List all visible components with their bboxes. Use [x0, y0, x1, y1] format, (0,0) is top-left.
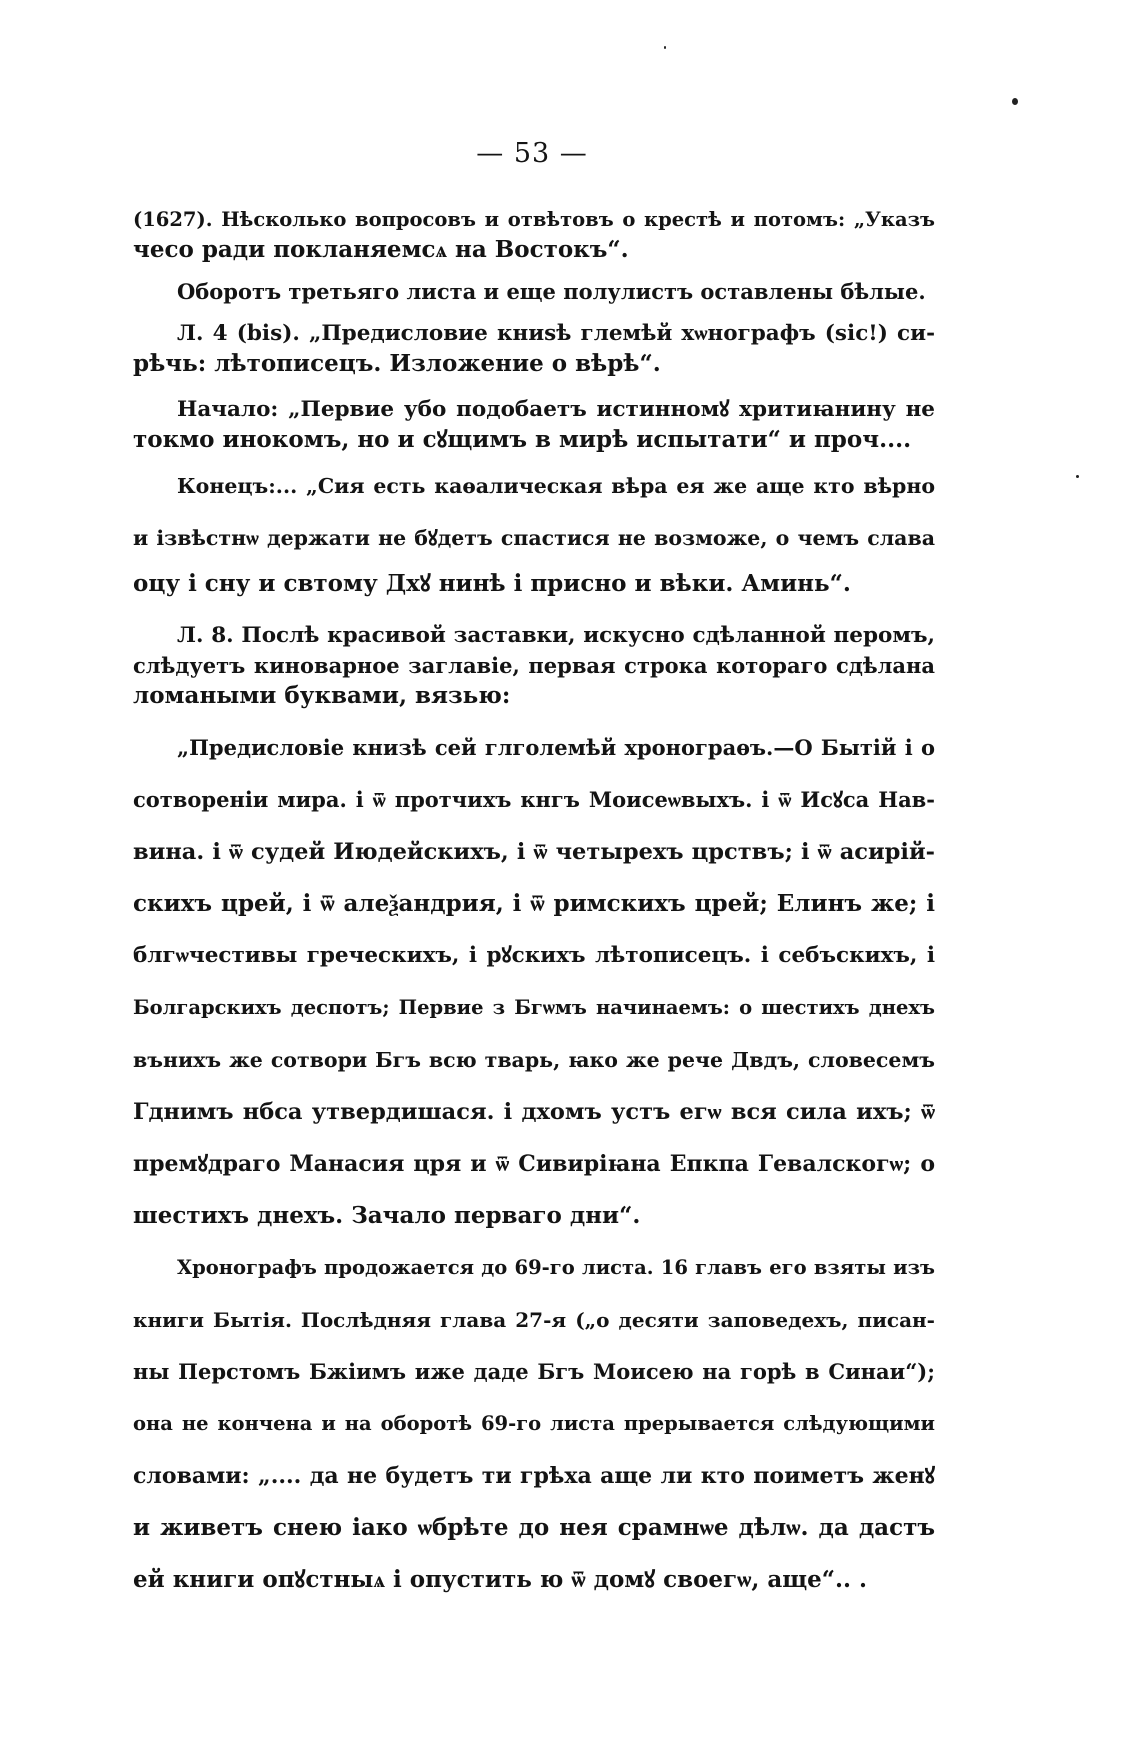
- text-line: Гднимъ нбса утвердишася. і дхомъ устъ егѡ вся сила ихъ; ѿ: [133, 1099, 935, 1125]
- text-line: „Предисловіе книзѣ сей глголемѣй хронограѳъ.—О Бытій і о: [177, 735, 935, 760]
- text-line: ломаными буквами, вязью:: [133, 682, 511, 709]
- text-line: ны Перстомъ Бжіимъ иже даде Бгъ Моисею на горѣ в Синаи“);: [133, 1359, 935, 1384]
- text-line: сотвореніи мира. і ѿ протчихъ кнгъ Моисеѡвыхъ. і ѿ Исꙋса Нав-: [133, 787, 935, 812]
- text-line: книги Бытія. Послѣдняя глава 27-я („о десяти заповедехъ, писан-: [133, 1308, 935, 1332]
- text-line: и живетъ снею іако ѡбрѣте до нея срамнѡе дѣлѡ. да дастъ: [133, 1514, 935, 1541]
- text-line: (1627). Нѣсколько вопросовъ и отвѣтовъ о крестѣ и потомъ: „Указъ: [133, 208, 935, 231]
- text-line: вина. і ѿ судей Июдейскихъ, і ѿ четырехъ црствъ; і ѿ асирій-: [133, 839, 935, 865]
- text-line: скихъ црей, і ѿ алеѯандрия, і ѿ римскихъ црей; Елинъ же; і: [133, 890, 935, 917]
- ink-speck: [1076, 475, 1079, 478]
- text-line: она не кончена и на оборотѣ 69-го листа прерывается слѣдующими: [133, 1412, 935, 1435]
- body-text: [133, 205, 935, 1595]
- text-line: и ізвѣстнѡ держати не бꙋдетъ спастися не возможе, о чемъ слава: [133, 526, 935, 550]
- text-line: оцу і сну и свтому Дхꙋ нинѣ і присно и вѣки. Аминь“.: [133, 570, 851, 597]
- ink-speck: [1012, 98, 1018, 105]
- text-line: Болгарскихъ деспотъ; Первие з Бгѡмъ начинаемъ: о шестихъ днехъ: [133, 996, 935, 1019]
- text-line: вънихъ же сотвори Бгъ всю тварь, ꙗко же рече Двдъ, словесемъ: [133, 1048, 935, 1072]
- text-line: чесо ради покланяемсѧ на Востокъ“.: [133, 236, 629, 263]
- text-line: ей книги опꙋстныѧ і опустить ю ѿ домꙋ своегѡ, аще“.. .: [133, 1566, 868, 1593]
- text-line: Оборотъ третьяго листа и еще полулистъ оставлены бѣлые.: [177, 279, 926, 304]
- text-line: Л. 4 (bis). „Предисловие книѕѣ глемѣй хѡнографъ (sic!) си-: [177, 321, 935, 346]
- text-line: токмо инокомъ, но и сꙋщимъ в мирѣ испытати“ и проч....: [133, 426, 912, 453]
- text-line: премꙋдраго Манасия цря и ѿ Сивиріꙗна Епкпа Гевалскогѡ; о: [133, 1151, 935, 1177]
- ink-speck: [664, 46, 666, 49]
- text-line: Конецъ:... „Сия есть каѳалическая вѣра ея же аще кто вѣрно: [177, 474, 935, 498]
- text-line: слѣдуетъ киноварное заглавіе, первая строка котораго сдѣлана: [133, 653, 935, 678]
- text-line: Л. 8. Послѣ красивой заставки, искусно сдѣланной перомъ,: [177, 623, 935, 648]
- page-number: — 53 —: [476, 138, 588, 169]
- text-line: рѣчь: лѣтописецъ. Изложение о вѣрѣ“.: [133, 350, 661, 377]
- text-line: словами: „.... да не будетъ ти грѣха аще ли кто поиметъ женꙋ: [133, 1463, 935, 1489]
- text-line: Хронографъ продожается до 69-го листа. 16 главъ его взяты изъ: [177, 1256, 935, 1279]
- text-line: блгѡчестивы греческихъ, і рꙋскихъ лѣтописецъ. і себъскихъ, і: [133, 943, 935, 968]
- text-line: шестихъ днехъ. Зачало перваго дни“.: [133, 1202, 641, 1229]
- text-line: Начало: „Первие убо подобаетъ истинномꙋ хритиꙗнину не: [177, 397, 935, 422]
